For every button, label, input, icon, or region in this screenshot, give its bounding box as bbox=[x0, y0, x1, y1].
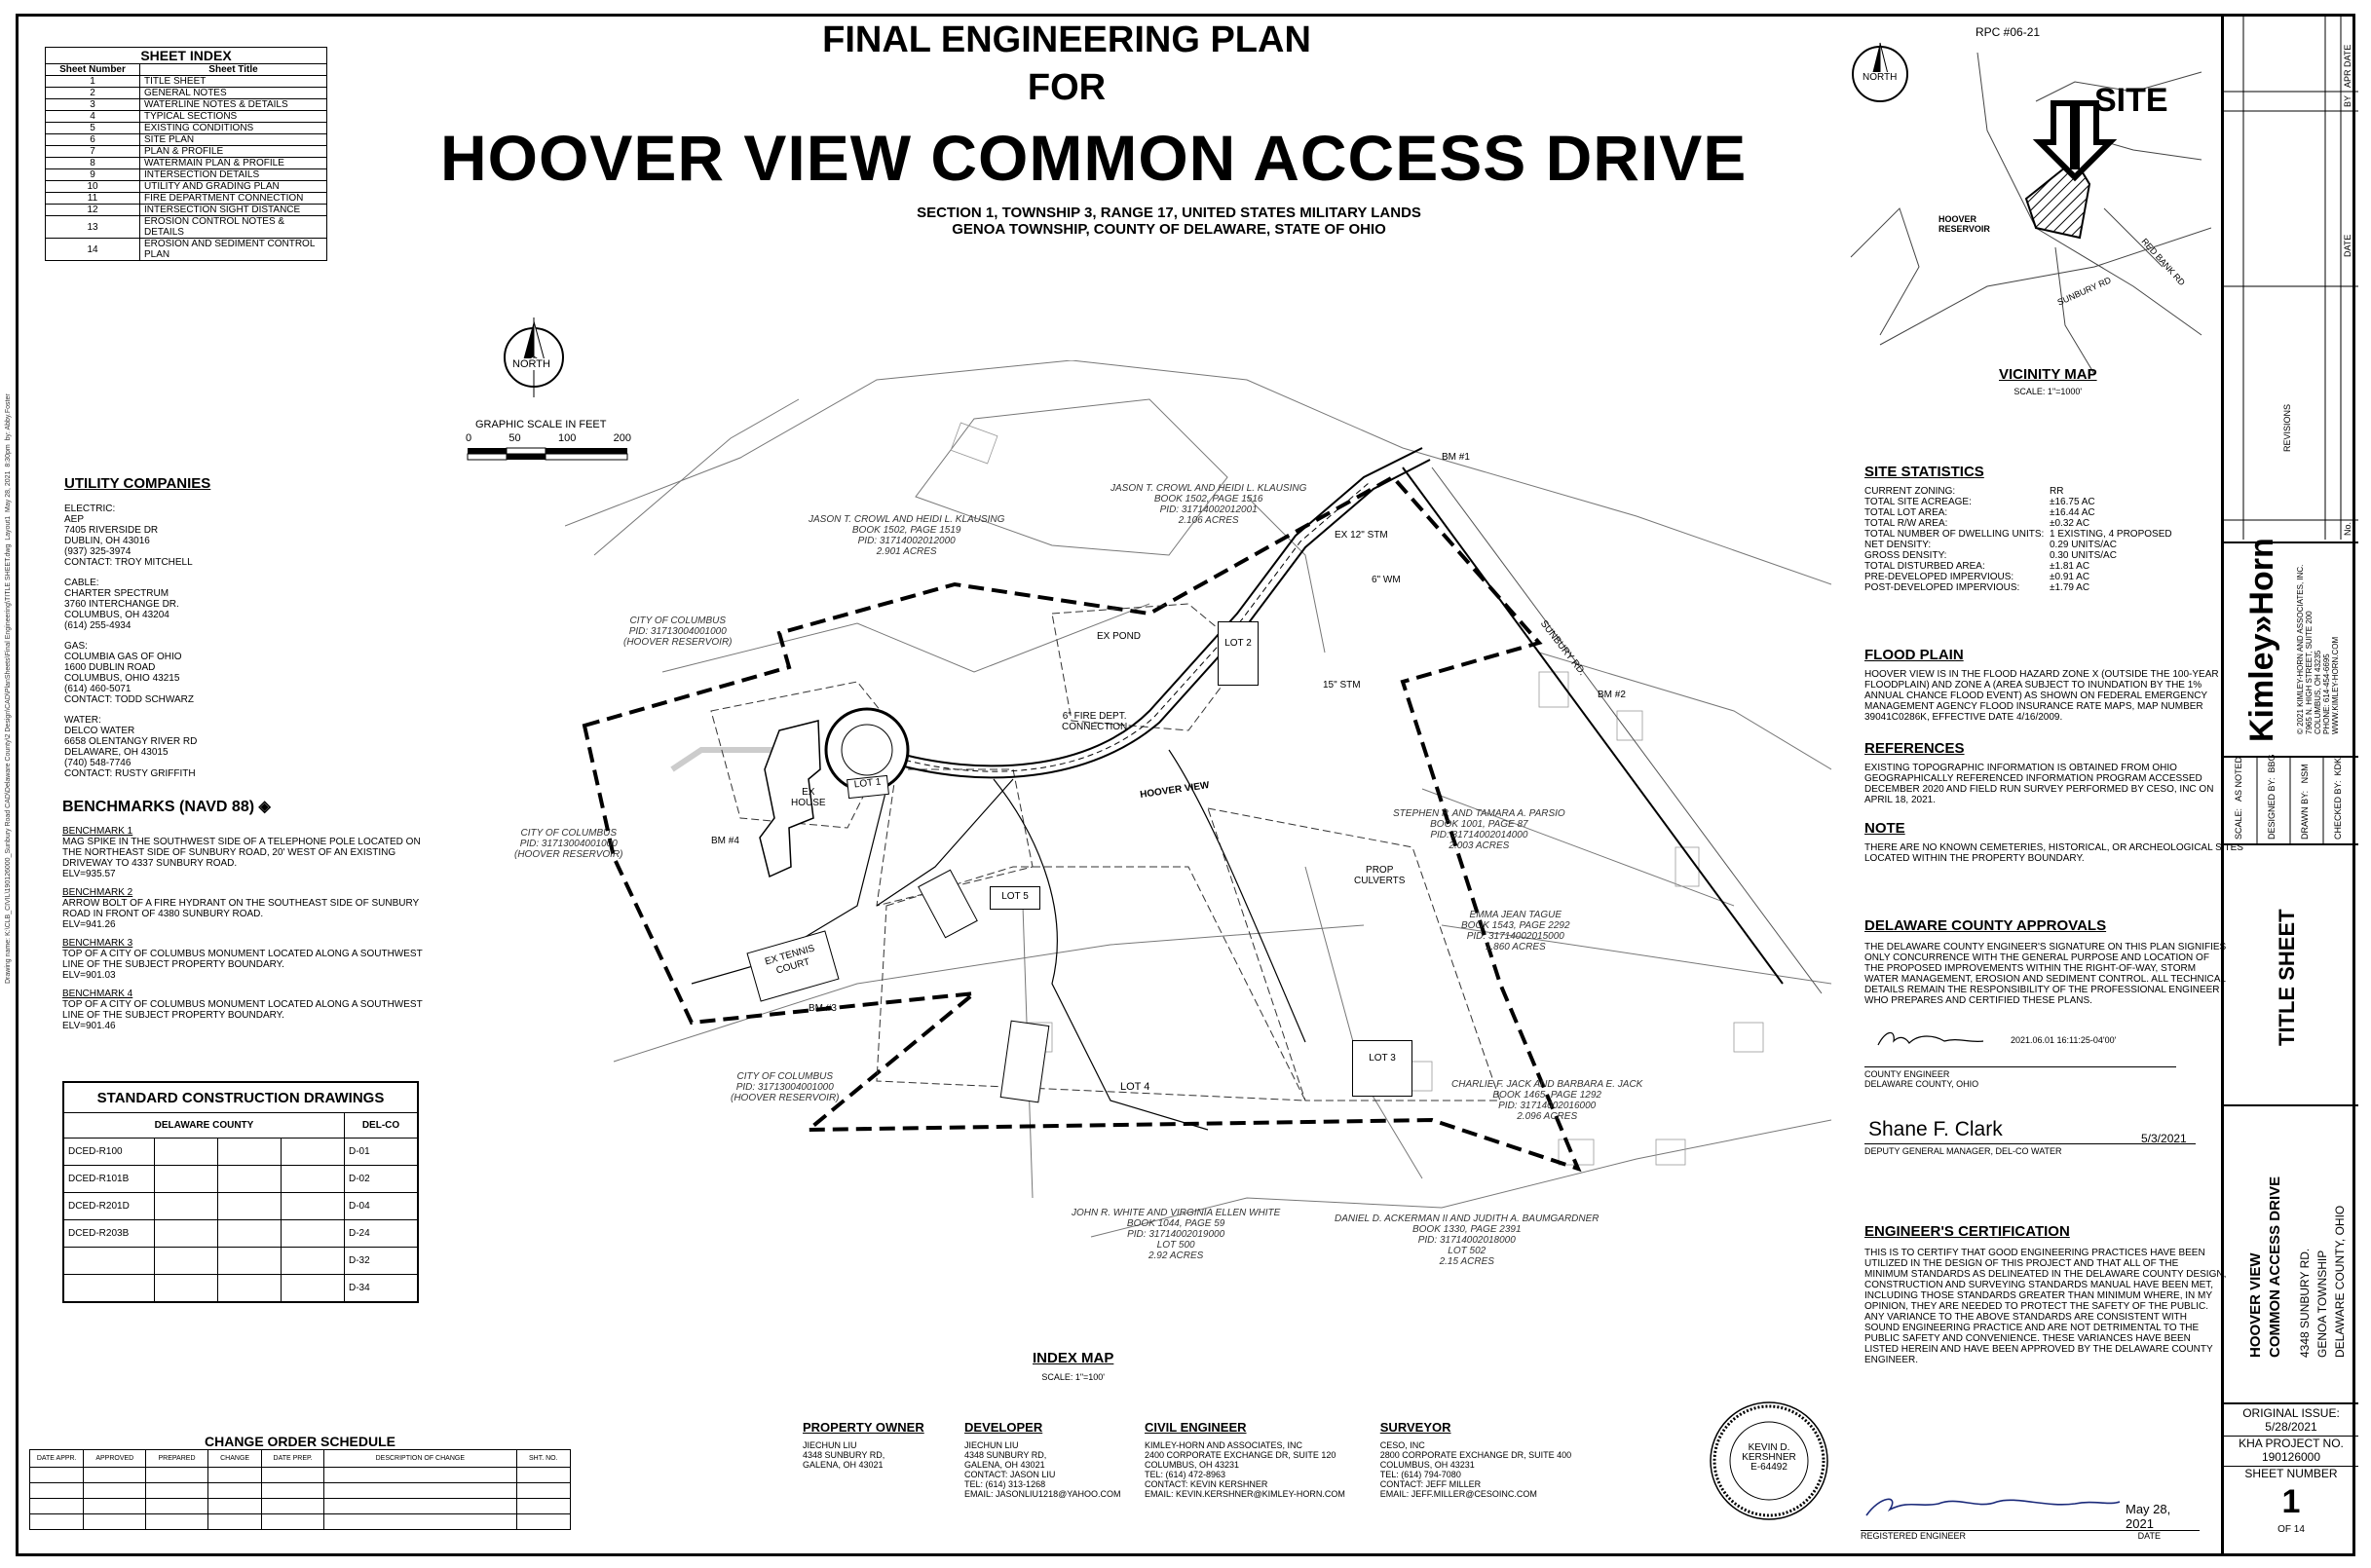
change-order bbox=[29, 1434, 571, 1530]
utility-heading: UTILITY COMPANIES bbox=[64, 475, 211, 492]
sheet-index-row bbox=[46, 169, 327, 181]
rpc-label: RPC #06-21 bbox=[1976, 25, 2041, 39]
scale-note: SCALE: AS NOTED bbox=[2234, 756, 2243, 840]
std-drawing-code bbox=[63, 1248, 155, 1275]
engineer-certification bbox=[1864, 1223, 2226, 1365]
contact-block bbox=[1145, 1420, 1357, 1499]
title-block bbox=[2221, 14, 2358, 1556]
std-drawing-row bbox=[63, 1275, 418, 1302]
bm-label: BM #3 bbox=[809, 1003, 837, 1014]
utility-companies bbox=[64, 475, 210, 779]
clark-name: Shane F. Clark bbox=[1868, 1118, 2003, 1140]
benchmark-item bbox=[62, 887, 423, 930]
sheet-index-number: 12 bbox=[46, 205, 140, 216]
change-order-col: APPROVED bbox=[84, 1450, 146, 1468]
sheet-number-label: SHEET NUMBER bbox=[2224, 1466, 2358, 1480]
county-sig-date: 2021.06.01 16:11:25-04'00' bbox=[2011, 1035, 2117, 1045]
ex-tennis-court: EX TENNIS COURT bbox=[746, 930, 839, 1001]
bm-label: BM #1 bbox=[1442, 452, 1470, 463]
project-addr-3: DELAWARE COUNTY, OHIO bbox=[2333, 1205, 2347, 1358]
sheet-index-title: WATERMAIN PLAN & PROFILE bbox=[140, 158, 327, 169]
parcel-label: JOHN R. WHITE AND VIRGINIA ELLEN WHITE BOOK 1044, PAGE 59 PID: 31714002019000 LOT 500 2.92 ACRES bbox=[1072, 1208, 1281, 1261]
ex-house-label: EX HOUSE bbox=[791, 787, 826, 808]
index-map-title bbox=[1033, 1350, 1113, 1382]
parcel-label: STEPHEN P. AND TAMARA A. PARSIO BOOK 1001, PAGE 87 PID: 31714002014000 2.003 ACRES bbox=[1393, 808, 1565, 851]
lot: LOT 5 bbox=[990, 886, 1040, 910]
change-order-col: DESCRIPTION OF CHANGE bbox=[324, 1450, 517, 1468]
site-stats-values: RR ±16.75 AC ±16.44 AC ±0.32 AC 1 EXISTING, 4 PROPOSED 0.29 UNITS/AC 0.30 UNITS/AC ±1.81 AC ±0.91 AC ±1.79 AC bbox=[2050, 486, 2172, 593]
sheet-index-title: FIRE DEPARTMENT CONNECTION bbox=[140, 193, 327, 205]
project-addr-2: GENOA TOWNSHIP bbox=[2315, 1250, 2329, 1358]
std-drawings bbox=[62, 1081, 419, 1303]
approvals-text: THE DELAWARE COUNTY ENGINEER'S SIGNATURE ON THIS PLAN SIGNIFIES ONLY CONCURRENCE WITH THE GENERAL PURPOSE AND LOCATION OF THE PROPOSED IMPROVEMENTS WITHIN THE RIGHT-OF-WAY, STORM WATER MANAGEMENT, EROSION AND SEDIMENT CONTROL. ALL TECHNICAL DETAILS REMAIN THE RESPONSIBILITY OF THE PROFESSIONAL ENGINEER WHO PREPARES AND CERTIFIED THESE PLANS. bbox=[1864, 942, 2227, 1006]
county-engineer-label: COUNTY ENGINEER DELAWARE COUNTY, OHIO bbox=[1864, 1069, 1979, 1089]
contact-heading: DEVELOPER bbox=[964, 1420, 1043, 1435]
sheet-index-number: 8 bbox=[46, 158, 140, 169]
change-order-col: DATE PREP. bbox=[262, 1450, 324, 1468]
contact-block bbox=[1380, 1420, 1601, 1499]
title-line2: FOR bbox=[1027, 67, 1107, 108]
scale-tick: 200 bbox=[613, 432, 631, 444]
std-drawing-row bbox=[63, 1248, 418, 1275]
std-drawing-code bbox=[63, 1275, 155, 1302]
benchmark-title: BENCHMARK 2 bbox=[62, 887, 133, 898]
change-order-col: DATE APPR. bbox=[30, 1450, 84, 1468]
sheet-index-number: 10 bbox=[46, 181, 140, 193]
sheet-number: 1 bbox=[2281, 1483, 2301, 1520]
sheet-index-row bbox=[46, 158, 327, 169]
lot: LOT 4 bbox=[1120, 1081, 1150, 1093]
benchmark-text: ARROW BOLT OF A FIRE HYDRANT ON THE SOUTHEAST SIDE OF SUNBURY ROAD IN FRONT OF 4380 SUNBURY ROAD. ELV=941.26 bbox=[62, 898, 420, 930]
std-col: DELAWARE COUNTY bbox=[63, 1113, 345, 1139]
std-drawing-row bbox=[63, 1220, 418, 1248]
parcel-label: CITY OF COLUMBUS PID: 31713004001000 (HOOVER RESERVOIR) bbox=[623, 616, 733, 648]
culverts-label: PROP CULVERTS bbox=[1354, 865, 1406, 886]
vicinity-sunbury: SUNBURY RD bbox=[2055, 275, 2113, 308]
north-label: NORTH bbox=[512, 358, 550, 370]
sheet-index-row bbox=[46, 193, 327, 205]
sheet-index-row bbox=[46, 205, 327, 216]
references bbox=[1864, 740, 2213, 805]
std-drawings-heading: STANDARD CONSTRUCTION DRAWINGS bbox=[63, 1082, 418, 1113]
sheet-index-col: Sheet Number bbox=[46, 64, 140, 76]
lot: LOT 3 bbox=[1352, 1040, 1412, 1097]
contact-text: JIECHUN LIU 4348 SUNBURY RD, GALENA, OH 43021 bbox=[803, 1440, 885, 1470]
benchmarks-heading: BENCHMARKS (NAVD 88) bbox=[62, 799, 255, 815]
sheet-index-row bbox=[46, 239, 327, 261]
ex-stm-label: EX 12" STM bbox=[1335, 530, 1388, 541]
std-drawing-row bbox=[63, 1166, 418, 1193]
std-drawing-delco: D-34 bbox=[345, 1275, 419, 1302]
sheet-index-title: TITLE SHEET bbox=[140, 76, 327, 88]
site-stats-labels: CURRENT ZONING: TOTAL SITE ACREAGE: TOTAL LOT AREA: TOTAL R/W AREA: TOTAL NUMBER OF DWELLING UNITS: NET DENSITY: GROSS DENSITY: TOTAL DISTURBED AREA: PRE-DEVELOPED IMPERVIOUS: POST-DEVELOPED IMPERVIOUS: bbox=[1864, 486, 2045, 593]
scale-tick: 0 bbox=[466, 432, 472, 444]
rev-col-date: DATE bbox=[2343, 234, 2352, 257]
benchmark-title: BENCHMARK 1 bbox=[62, 826, 133, 837]
benchmark-text: MAG SPIKE IN THE SOUTHWEST SIDE OF A TELEPHONE POLE LOCATED ON THE NORTHEAST SIDE OF SUNBURY ROAD, 20' WEST OF AN EXISTING DRIVEWAY TO 4337 SUNBURY ROAD. ELV=935.57 bbox=[62, 837, 421, 879]
sheet-index-col: Sheet Title bbox=[140, 64, 327, 76]
north-label: NORTH bbox=[1863, 72, 1898, 83]
std-drawing-delco: D-32 bbox=[345, 1248, 419, 1275]
sheet-name: TITLE SHEET bbox=[2275, 909, 2299, 1046]
bm-label: BM #2 bbox=[1598, 690, 1626, 700]
contact-heading: SURVEYOR bbox=[1379, 1420, 1451, 1435]
pe-seal bbox=[1709, 1400, 1829, 1521]
vicinity-hoover: HOOVER RESERVOIR bbox=[1938, 214, 1990, 234]
index-map-scale: SCALE: 1"=100' bbox=[1041, 1372, 1106, 1382]
vicinity-heading: VICINITY MAP bbox=[1999, 366, 2097, 383]
std-drawing-delco: D-04 bbox=[345, 1193, 419, 1220]
reg-engineer-label: REGISTERED ENGINEER bbox=[1861, 1531, 1967, 1541]
approvals-heading: DELAWARE COUNTY APPROVALS bbox=[1864, 917, 2107, 934]
sheet-index-heading: SHEET INDEX bbox=[46, 48, 327, 64]
title-sub2: GENOA TOWNSHIP, COUNTY OF DELAWARE, STATE OF OHIO bbox=[952, 221, 1386, 238]
std-drawing-delco: D-01 bbox=[345, 1139, 419, 1166]
graphic-scale-label: GRAPHIC SCALE IN FEET bbox=[475, 419, 607, 430]
contacts bbox=[803, 1420, 1601, 1537]
stm15-label: 15" STM bbox=[1323, 680, 1361, 691]
sheet-index-row bbox=[46, 134, 327, 146]
sheet-index-number: 3 bbox=[46, 99, 140, 111]
issue-block bbox=[2224, 1406, 2358, 1537]
rev-col-aprdate: APR DATE bbox=[2343, 44, 2352, 88]
fire-connection-label: 6" FIRE DEPT. CONNECTION bbox=[1062, 711, 1128, 732]
parcel-label: CITY OF COLUMBUS PID: 31713004001000 (HOOVER RESERVOIR) bbox=[731, 1071, 840, 1103]
bm-label: BM #4 bbox=[711, 836, 739, 846]
benchmark-text: TOP OF A CITY OF COLUMBUS MONUMENT LOCATED ALONG A SOUTHWEST LINE OF THE SUBJECT PROPERTY BOUNDARY. ELV=901.03 bbox=[62, 949, 423, 981]
std-drawing-code: DCED-R201D bbox=[63, 1193, 155, 1220]
site-stats-heading: SITE STATISTICS bbox=[1864, 464, 1984, 480]
sheet-index-row bbox=[46, 146, 327, 158]
date-label: DATE bbox=[2137, 1531, 2161, 1541]
sheet-index-number: 13 bbox=[46, 216, 140, 239]
change-order-row bbox=[30, 1468, 571, 1483]
parcel-label: JASON T. CROWL AND HEIDI L. KLAUSING BOOK 1502, PAGE 1519 PID: 31714002012000 2.901 ACRES bbox=[809, 514, 1005, 557]
index-map-heading: INDEX MAP bbox=[1033, 1350, 1114, 1366]
ex-pond-label: EX POND bbox=[1097, 631, 1142, 642]
scale-tick: 50 bbox=[508, 432, 521, 444]
sheet-index-number: 6 bbox=[46, 134, 140, 146]
site-statistics bbox=[1864, 464, 2172, 593]
std-drawing-code: DCED-R203B bbox=[63, 1220, 155, 1248]
vicinity-linework bbox=[1841, 14, 2211, 384]
county-signature bbox=[1876, 1026, 1993, 1055]
utility-electric: ELECTRIC: AEP 7405 RIVERSIDE DR DUBLIN, OH 43016 (937) 325-3974 CONTACT: TROY MITCHELL bbox=[64, 504, 193, 568]
project-name-1: HOOVER VIEW bbox=[2247, 1252, 2264, 1358]
certification-text: THIS IS TO CERTIFY THAT GOOD ENGINEERING PRACTICES HAVE BEEN UTILIZED IN THE DESIGN OF THIS PROJECT AND THAT ALL OF THE MINIMUM STANDARDS AS DELINEATED IN THE DELAWARE COUNTY DESIGN, CONSTRUCTION AND SURVEYING STANDARDS MANUAL HAVE BEEN MET, INCLUDING THOSE STANDARDS GREATER THAN MINIMUM WHERE, IN MY OPINION, THEY ARE NEEDED TO PROTECT THE SAFETY OF THE PUBLIC. ANY VARIANCE TO THE ABOVE STANDARDS ARE CONSISTENT WITH SOUND ENGINEERING PRACTICE AND ARE NOT DETRIMENTAL TO THE PUBLIC SAFETY AND CONVENIENCE. THESE VARIANCES HAVE BEEN LISTED HEREIN AND HAVE BEEN APPROVED BY THE DELAWARE COUNTY ENGINEER. bbox=[1864, 1248, 2227, 1365]
parcel-label: DANIEL D. ACKERMAN II AND JUDITH A. BAUMGARDNER BOOK 1330, PAGE 2391 PID: 31714002018000 LOT 502 2.15 ACRES bbox=[1335, 1213, 1599, 1267]
wm6-label: 6" WM bbox=[1372, 575, 1401, 585]
project-name-2: COMMON ACCESS DRIVE bbox=[2267, 1176, 2283, 1358]
title-main: HOOVER VIEW COMMON ACCESS DRIVE bbox=[440, 122, 1748, 194]
clark-date: 5/3/2021 bbox=[2141, 1132, 2187, 1145]
vicinity-map bbox=[1841, 14, 2211, 403]
change-order-row bbox=[30, 1514, 571, 1530]
note-heading: NOTE bbox=[1864, 820, 1905, 837]
sheet-index-title: UTILITY AND GRADING PLAN bbox=[140, 181, 327, 193]
contact-block bbox=[803, 1420, 941, 1499]
drawn-by: DRAWN BY: NSM bbox=[2300, 764, 2310, 840]
sheet-index-number: 4 bbox=[46, 111, 140, 123]
kha-label: KHA PROJECT NO. bbox=[2224, 1436, 2358, 1450]
rev-col-no: No. bbox=[2343, 521, 2352, 536]
engineer-signature bbox=[1861, 1490, 2200, 1541]
contact-heading: PROPERTY OWNER bbox=[803, 1420, 924, 1435]
std-drawing-row bbox=[63, 1139, 418, 1166]
orig-issue: 5/28/2021 bbox=[2265, 1420, 2317, 1434]
drawing-stamp: Drawing name: K:\CLB_CIVIL\190126000_Sunbury Road CAD\Delaware County\2 Design\CAD\PlanSheets\Final Engineering\TITLE SHEET.dwg Layout1 May 28, 2021 8:30pm by: Abby.Foster bbox=[5, 393, 12, 984]
sheet-index-title: GENERAL NOTES bbox=[140, 88, 327, 99]
std-drawing-delco: D-24 bbox=[345, 1220, 419, 1248]
parcel-label: EMMA JEAN TAGUE BOOK 1543, PAGE 2292 PID: 31714002015000 1.860 ACRES bbox=[1461, 910, 1570, 952]
parcel-label: CITY OF COLUMBUS PID: 31713004001000 (HOOVER RESERVOIR) bbox=[514, 828, 623, 860]
parcel-label: CHARLIE F. JACK AND BARBARA E. JACK BOOK 1465, PAGE 1292 PID: 31714002016000 2.096 ACRES bbox=[1451, 1079, 1643, 1122]
sheet-index-title: INTERSECTION SIGHT DISTANCE bbox=[140, 205, 327, 216]
benchmarks bbox=[62, 797, 423, 1039]
checked-by: CHECKED BY: KDK bbox=[2333, 757, 2343, 840]
flood-plain bbox=[1864, 647, 2219, 723]
references-heading: REFERENCES bbox=[1864, 740, 1965, 757]
sheet-index-title: TYPICAL SECTIONS bbox=[140, 111, 327, 123]
change-order-heading: CHANGE ORDER SCHEDULE bbox=[204, 1434, 395, 1449]
certification-heading: ENGINEER'S CERTIFICATION bbox=[1864, 1223, 2070, 1240]
utility-cable: CABLE: CHARTER SPECTRUM 3760 INTERCHANGE DR. COLUMBUS, OH 43204 (614) 255-4934 bbox=[64, 578, 179, 631]
sheet-index-number: 11 bbox=[46, 193, 140, 205]
benchmark-icon: ◈ bbox=[258, 799, 271, 815]
std-drawing-delco: D-02 bbox=[345, 1166, 419, 1193]
rev-col-by: BY bbox=[2343, 94, 2352, 107]
project-addr-1: 4348 SUNBURY RD. bbox=[2298, 1248, 2312, 1358]
title-sub1: SECTION 1, TOWNSHIP 3, RANGE 17, UNITED STATES MILITARY LANDS bbox=[917, 205, 1421, 221]
sheet-index-number: 9 bbox=[46, 169, 140, 181]
sheet-index-title: SITE PLAN bbox=[140, 134, 327, 146]
north-arrow bbox=[499, 314, 569, 406]
designer-block bbox=[2224, 756, 2358, 843]
engineer-sig-date: May 28, 2021 bbox=[2126, 1502, 2171, 1531]
sunbury-label: SUNBURY RD. bbox=[1537, 618, 1588, 678]
vicinity-redbank: RED BANK RD bbox=[2139, 236, 2188, 288]
change-order-col: CHANGE bbox=[207, 1450, 261, 1468]
parcel-label: JASON T. CROWL AND HEIDI L. KLAUSING BOOK 1502, PAGE 1516 PID: 31714002012001 2.106 ACRES bbox=[1110, 483, 1307, 526]
sheet-index-title: INTERSECTION DETAILS bbox=[140, 169, 327, 181]
sheet-index-row bbox=[46, 216, 327, 239]
change-order-row bbox=[30, 1499, 571, 1514]
street-label: HOOVER VIEW bbox=[1139, 780, 1211, 801]
designed-by: DESIGNED BY: BBG bbox=[2267, 754, 2277, 840]
std-col: DEL-CO bbox=[345, 1113, 419, 1139]
lot: LOT 2 bbox=[1218, 621, 1259, 686]
std-drawing-row bbox=[63, 1193, 418, 1220]
benchmark-item bbox=[62, 826, 423, 879]
benchmark-item bbox=[62, 938, 423, 981]
sheet-of: OF 14 bbox=[2277, 1524, 2305, 1535]
title-line1: FINAL ENGINEERING PLAN bbox=[822, 19, 1311, 60]
flood-heading: FLOOD PLAIN bbox=[1864, 647, 1964, 663]
kimley-horn-logo: Kimley»Horn bbox=[2243, 538, 2280, 742]
sheet-index-title: WATERLINE NOTES & DETAILS bbox=[140, 99, 327, 111]
contact-text: KIMLEY-HORN AND ASSOCIATES, INC 2400 CORPORATE EXCHANGE DR, SUITE 120 COLUMBUS, OH 43231 TEL: (614) 472-8963 CONTACT: KEVIN KERSHNER EMAIL: KEVIN.KERSHNER@KIMLEY-HORN.COM bbox=[1145, 1440, 1345, 1499]
sheet-index-number: 2 bbox=[46, 88, 140, 99]
utility-water: WATER: DELCO WATER 6658 OLENTANGY RIVER RD DELAWARE, OH 43015 (740) 548-7746 CONTACT: RUSTY GRIFFITH bbox=[64, 715, 198, 779]
sheet-index-title: EROSION AND SEDIMENT CONTROL PLAN bbox=[140, 239, 327, 261]
sheet-index-title: EROSION CONTROL NOTES & DETAILS bbox=[140, 216, 327, 239]
sheet-index-number: 1 bbox=[46, 76, 140, 88]
std-drawing-code: DCED-R100 bbox=[63, 1139, 155, 1166]
sheet-index-number: 14 bbox=[46, 239, 140, 261]
sheet-index-title: PLAN & PROFILE bbox=[140, 146, 327, 158]
sheet-index-number: 5 bbox=[46, 123, 140, 134]
utility-gas: GAS: COLUMBIA GAS OF OHIO 1600 DUBLIN ROAD COLUMBUS, OHIO 43215 (614) 460-5071 CONTACT: TODD SCHWARZ bbox=[64, 641, 194, 705]
sheet-index-row bbox=[46, 181, 327, 193]
engineer-sig-mark bbox=[1861, 1490, 2124, 1525]
contact-text: CESO, INC 2800 CORPORATE EXCHANGE DR, SUITE 400 COLUMBUS, OH 43231 TEL: (614) 794-7080 CONTACT: JEFF MILLER EMAIL: JEFF.MILLER@CESOINC.COM bbox=[1379, 1440, 1572, 1499]
contact-text: JIECHUN LIU 4348 SUNBURY RD, GALENA, OH 43021 CONTACT: JASON LIU TEL: (614) 313-1268 EMAIL: JASONLIU1218@YAHOO.COM bbox=[964, 1440, 1121, 1499]
note-text: THERE ARE NO KNOWN CEMETERIES, HISTORICAL, OR ARCHEOLOGICAL SITES LOCATED WITHIN THE PROPERTY BOUNDARY. bbox=[1864, 842, 2243, 864]
change-order-row bbox=[30, 1483, 571, 1499]
scale-tick: 100 bbox=[557, 432, 577, 444]
revisions-area bbox=[2224, 14, 2358, 540]
sheet-index-row bbox=[46, 111, 327, 123]
contact-block bbox=[964, 1420, 1121, 1499]
benchmark-title: BENCHMARK 3 bbox=[62, 938, 133, 949]
std-drawing-code: DCED-R101B bbox=[63, 1166, 155, 1193]
flood-text: HOOVER VIEW IS IN THE FLOOD HAZARD ZONE X (OUTSIDE THE 100-YEAR FLOODPLAIN) AND ZONE A (AREA SUBJECT TO INUNDATION BY THE 1% ANNUAL CHANCE FLOOD EVENT) AS SHOWN ON FEDERAL EMERGENCY MANAGEMENT AGENCY FLOOD INSURANCE RATE MAPS, MAP NUMBER 39041C0286K, EFFECTIVE DATE 4/16/2009. bbox=[1864, 669, 2219, 723]
change-order-col: PREPARED bbox=[146, 1450, 208, 1468]
clark-title: DEPUTY GENERAL MANAGER, DEL-CO WATER bbox=[1864, 1146, 2062, 1156]
benchmark-text: TOP OF A CITY OF COLUMBUS MONUMENT LOCATED ALONG A SOUTHWEST LINE OF THE SUBJECT PROPERTY BOUNDARY. ELV=901.46 bbox=[62, 999, 423, 1031]
sheet-index-row bbox=[46, 123, 327, 134]
county-approvals bbox=[1864, 917, 2227, 1156]
benchmark-item bbox=[62, 989, 423, 1031]
contact-heading: CIVIL ENGINEER bbox=[1145, 1420, 1247, 1435]
vicinity-site-label: SITE bbox=[2094, 82, 2168, 119]
benchmark-title: BENCHMARK 4 bbox=[62, 989, 133, 999]
rev-col-revisions: REVISIONS bbox=[2282, 403, 2292, 452]
seal-name: KEVIN D. KERSHNER E-64492 bbox=[1742, 1442, 1796, 1473]
vicinity-scale: SCALE: 1"=1000' bbox=[2013, 387, 2083, 396]
note bbox=[1864, 820, 2243, 864]
kha-no: 190126000 bbox=[2261, 1450, 2321, 1464]
firm-address: © 2021 KIMLEY-HORN AND ASSOCIATES, INC. 7965 N. HIGH STREET, SUITE 200 COLUMBUS, OH 43235 PHONE: 614-454-6695 WWW.KIMLEY-HORN.COM bbox=[2296, 564, 2340, 734]
sheet-index-title: EXISTING CONDITIONS bbox=[140, 123, 327, 134]
references-text: EXISTING TOPOGRAPHIC INFORMATION IS OBTAINED FROM OHIO GEOGRAPHICALLY REFERENCED INFORMATION PROGRAM ACCESSED DECEMBER 2020 AND FIELD RUN SURVEY PERFORMED BY CESO, INC ON APRIL 18, 2021. bbox=[1864, 763, 2214, 805]
lot: LOT 1 bbox=[847, 775, 889, 799]
change-order-col: SHT. NO. bbox=[516, 1450, 570, 1468]
orig-issue-label: ORIGINAL ISSUE: bbox=[2242, 1406, 2340, 1420]
sheet-index-number: 7 bbox=[46, 146, 140, 158]
